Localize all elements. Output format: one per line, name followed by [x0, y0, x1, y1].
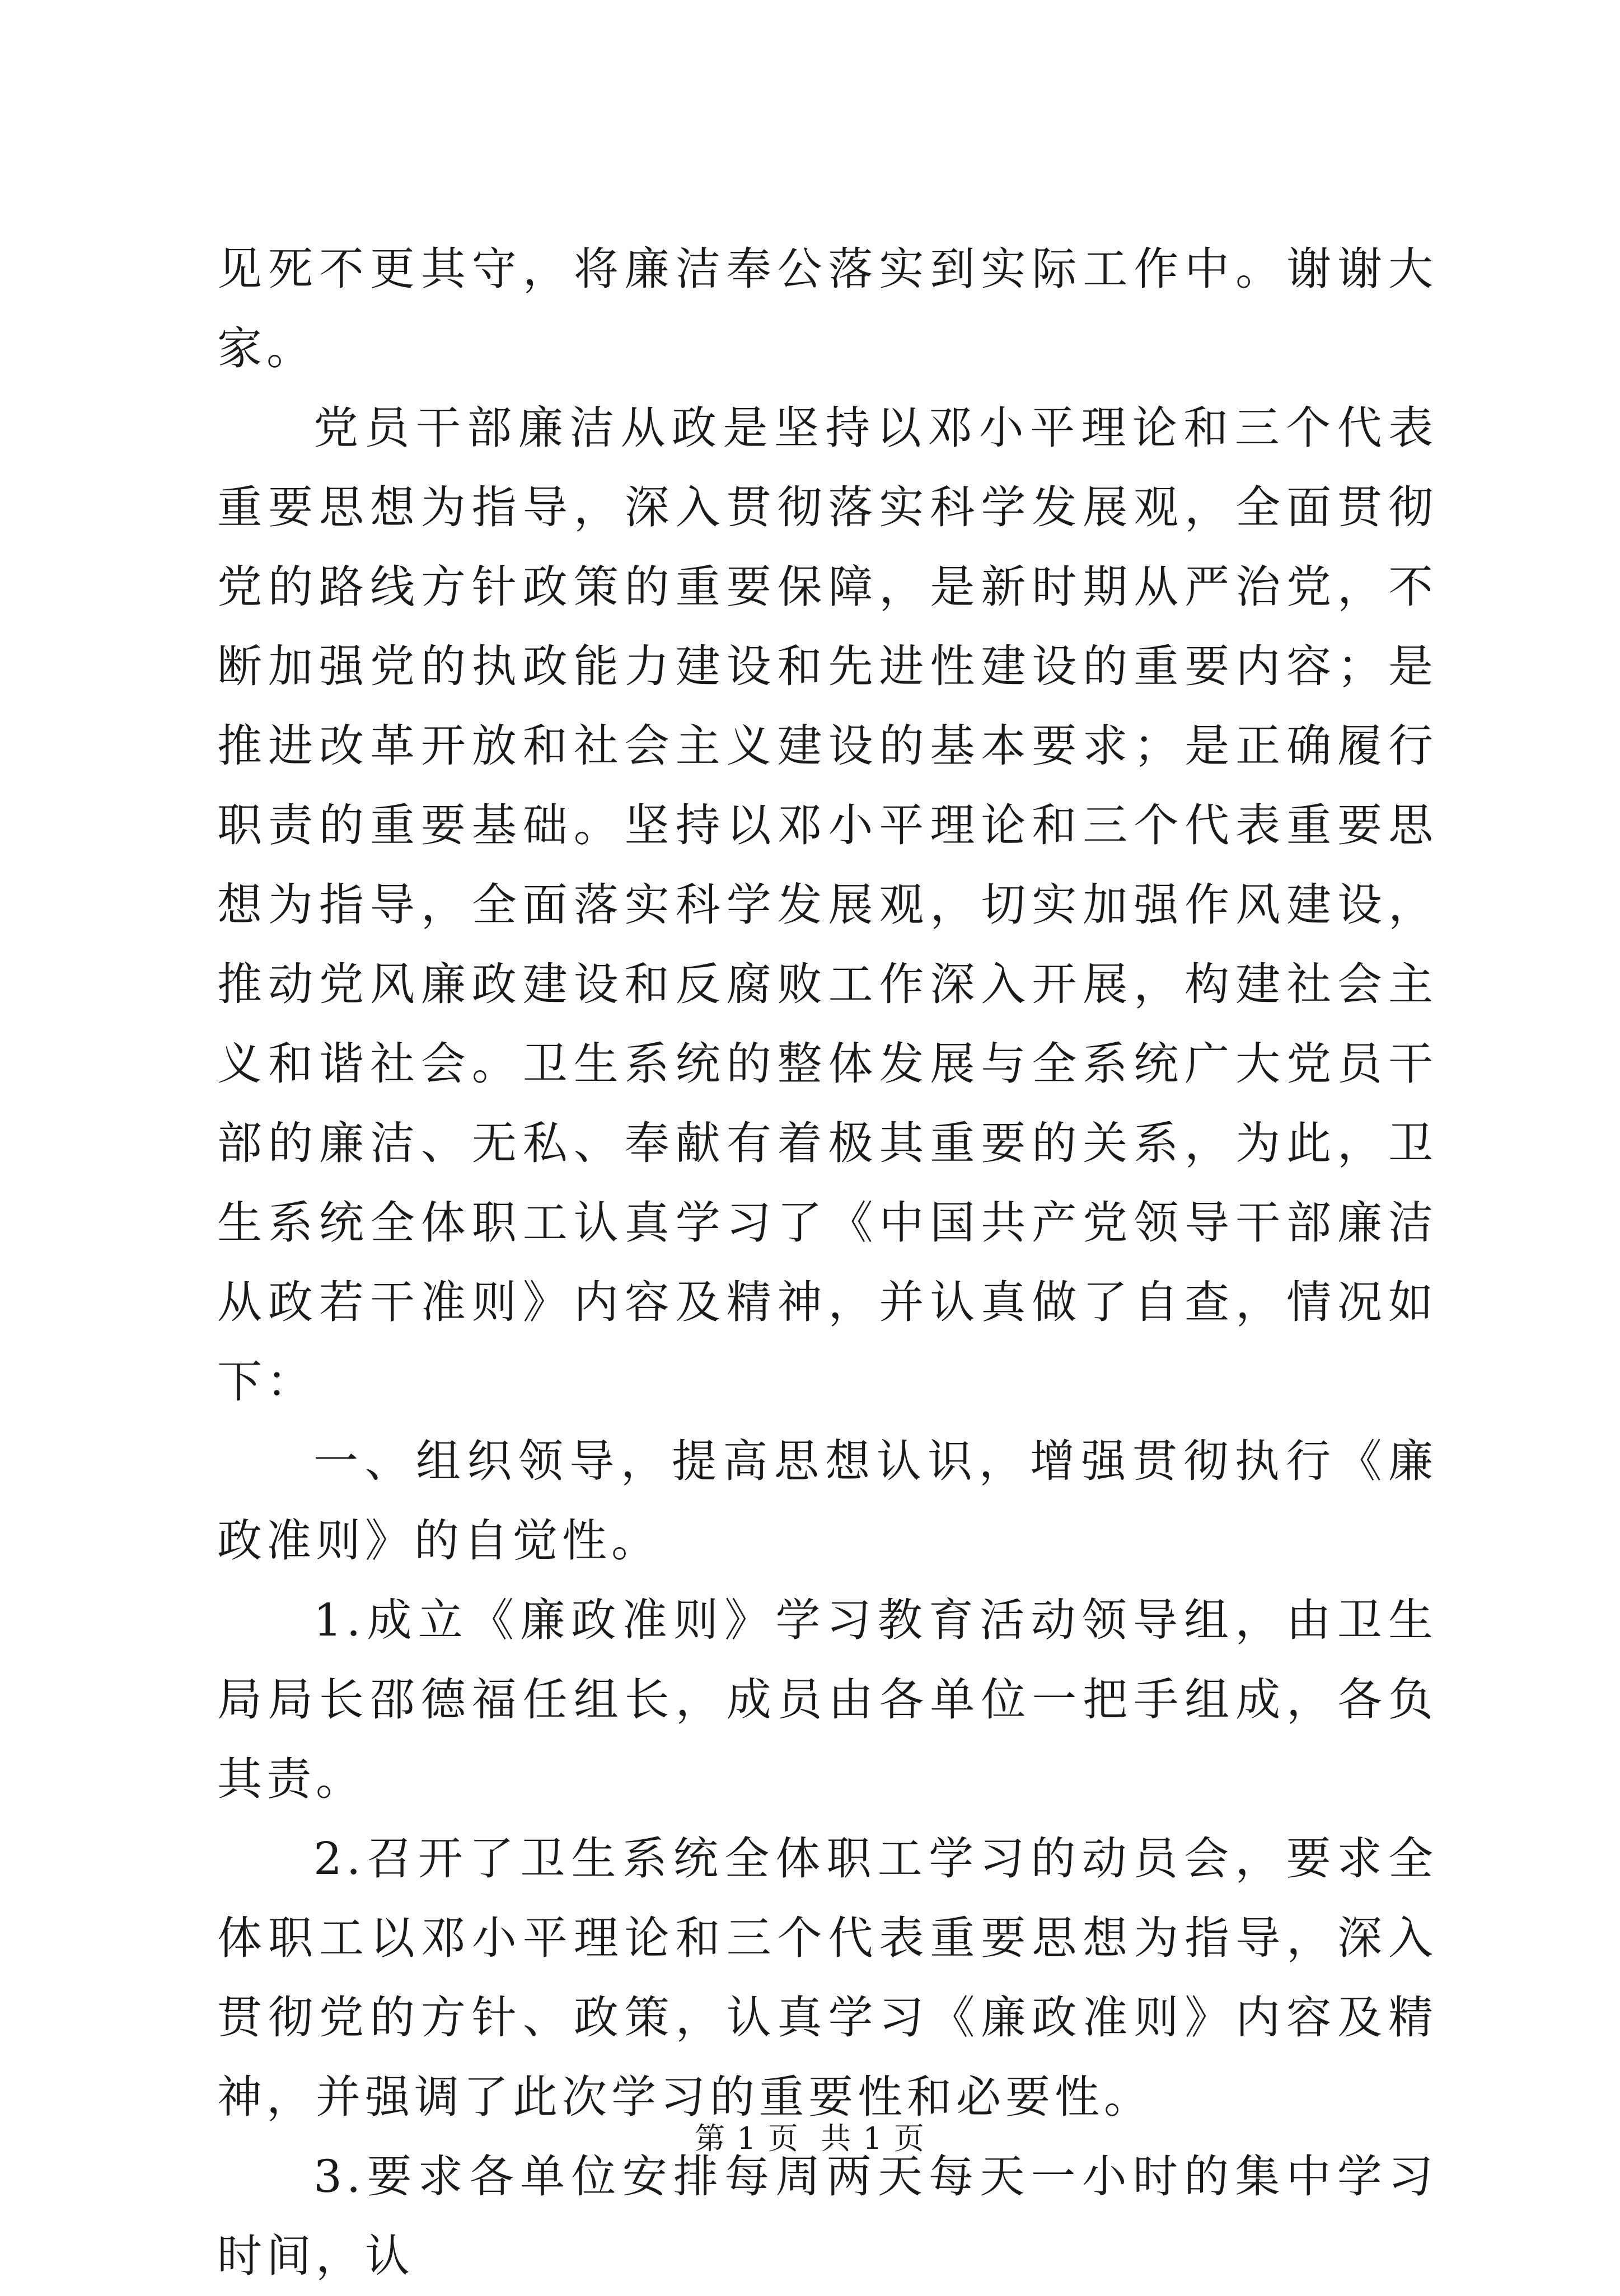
paragraph-item-1: 1.成立《廉政准则》学习教育活动领导组，由卫生局局长邵德福任组长，成员由各单位一把手组成，各负其责。 [217, 1594, 1438, 1805]
paragraph-closing-remark: 见死不更其守，将廉洁奉公落实到实际工作中。谢谢大家。 [217, 243, 1438, 374]
page-number-label: 第 1 页 共 1 页 [695, 2121, 925, 2156]
paragraph-item-3: 3.要求各单位安排每周两天每天一小时的集中学习时间，认 [217, 2150, 1438, 2282]
paragraph-item-2: 2.召开了卫生系统全体职工学习的动员会，要求全体职工以邓小平理论和三个代表重要思想为指导，深入贯彻党的方针、政策，认真学习《廉政准则》内容及精神，并强调了此次学习的重要性和必要性。 [217, 1833, 1438, 2123]
page-footer [0, 2115, 1620, 2158]
paragraph-introduction: 党员干部廉洁从政是坚持以邓小平理论和三个代表重要思想为指导，深入贯彻落实科学发展观，全面贯彻党的路线方针政策的重要保障，是新时期从严治党，不断加强党的执政能力建设和先进性建设的重要内容；是推进改革开放和社会主义建设的基本要求；是正确履行职责的重要基础。坚持以邓小平理论和三个代表重要思想为指导，全面落实科学发展观，切实加强作风建设，推动党风廉政建设和反腐败工作深入开展，构建社会主义和谐社会。卫生系统的整体发展与全系统广大党员干部的廉洁、无私、奉献有着极其重要的关系，为此，卫生系统全体职工认真学习了《中国共产党领导干部廉洁从政若干准则》内容及精神，并认真做了自查，情况如下： [217, 402, 1438, 1408]
paragraph-section-heading-1: 一、组织领导，提高思想认识，增强贯彻执行《廉政准则》的自觉性。 [217, 1435, 1438, 1567]
document-body [217, 229, 1438, 2296]
